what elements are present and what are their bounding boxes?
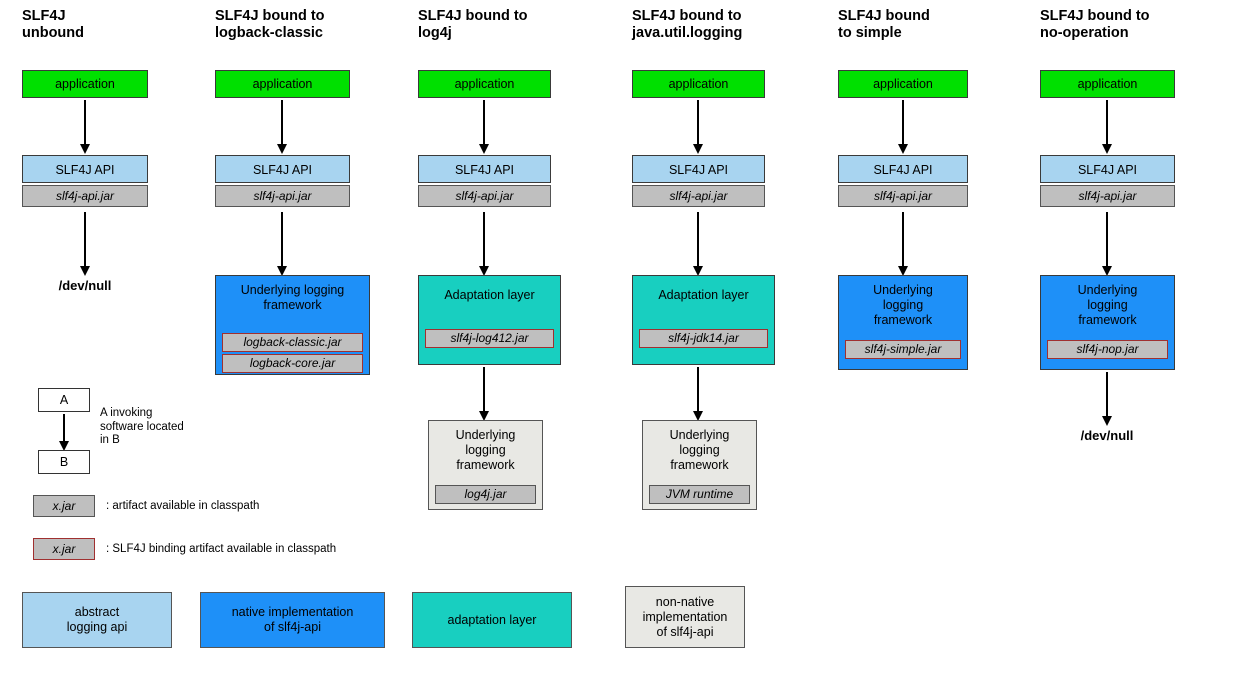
jar-label: x.jar [52,541,76,556]
slf4j-api-box [418,155,551,183]
swatch-line: abstract [74,605,120,619]
column-title [215,8,400,42]
slf4j-api-label: SLF4J API [873,163,933,177]
column-title [838,8,1023,42]
jar-label: slf4j-api.jar [669,188,728,203]
application-box [418,70,551,98]
jar-label: slf4j-log412.jar [450,331,529,345]
application-label: application [252,76,313,91]
column-title-line: SLF4J [22,8,66,24]
jar-slf4j-jdk14 [639,329,768,348]
arrow-impl-to-devnull [1106,372,1108,417]
layer-line: framework [1078,313,1137,327]
jar-slf4j-api [22,185,148,207]
slf4j-api-box [22,155,148,183]
arrow-app-to-api [697,100,699,145]
column-title-line: no-operation [1040,25,1129,41]
layer-line: logging [679,443,720,457]
application-box [22,70,148,98]
layer-line: Underlying [1077,283,1138,297]
arrow-adaptation-to-underlying [697,367,699,412]
legend-node-b [38,450,90,474]
application-label: application [873,76,933,91]
arrow-api-to-impl [1106,212,1108,267]
jar-list [429,485,542,510]
slf4j-api-label: SLF4J API [454,163,515,177]
legend-caption-line: in B [100,434,120,446]
swatch-line: implementation [642,609,728,624]
column-title-line: SLF4J bound [838,8,930,24]
column-title [22,8,207,42]
underlying-framework-label [429,421,542,477]
jar-list [643,485,756,510]
arrow-app-to-api [902,100,904,145]
legend-caption-line: software located [100,420,184,433]
slf4j-api-label: SLF4J API [1077,163,1138,177]
swatch-line: adaptation layer [447,612,537,627]
jar-slf4j-nop [1047,340,1168,359]
legend-swatch-abstract-logging-api [22,592,172,648]
column-title-line: SLF4J bound to [418,8,528,24]
legend-binding-caption: : SLF4J binding artifact available in classpath [106,543,337,555]
underlying-framework-box [215,275,370,375]
jar-label: slf4j-api.jar [873,188,933,203]
underlying-framework-box [1040,275,1175,370]
swatch-line: of slf4j-api [264,620,321,634]
application-label: application [668,76,729,91]
legend-swatch-non-native-implementation [625,586,745,648]
legend-swatch-label [643,595,728,640]
arrow-app-to-api [483,100,485,145]
arrow-api-to-devnull [84,212,86,267]
slf4j-api-box [838,155,968,183]
column-title [632,8,817,42]
slf4j-api-label: SLF4J API [668,163,729,177]
underlying-framework-box [838,275,968,370]
legend-jar-sample [33,495,95,517]
underlying-framework-label [1041,276,1174,332]
slf4j-api-box [1040,155,1175,183]
jar-slf4j-simple [845,340,961,359]
legend-swatch-native-implementation [200,592,385,648]
jar-log4j [435,485,536,504]
application-box [215,70,350,98]
jar-label: log4j.jar [464,487,507,501]
application-box [1040,70,1175,98]
underlying-framework-box [642,420,757,510]
underlying-framework-label [839,276,967,332]
legend-node-a [38,388,90,412]
application-label: application [454,76,515,91]
jar-label: x.jar [52,498,76,513]
legend-caption-line: A invoking [100,407,153,419]
jar-label: slf4j-api.jar [455,188,514,203]
slf4j-api-box [632,155,765,183]
jar-slf4j-api [838,185,968,207]
legend-swatch-label [67,605,127,635]
devnull-label: /dev/null [1080,428,1134,443]
layer-line: logging [465,443,506,457]
adaptation-layer-box [632,275,775,365]
jar-label: slf4j-jdk14.jar [668,331,739,345]
legend-swatch-label [232,605,354,635]
swatch-line: non-native [655,594,715,609]
application-label: application [55,76,115,91]
layer-line: Underlying [669,428,730,442]
legend-jar-caption: : artifact available in classpath [106,500,260,512]
jar-logback-classic [222,333,363,352]
arrow-adaptation-to-underlying [483,367,485,412]
column-title-line: unbound [22,25,85,41]
column-title-line: logback-classic [215,25,323,41]
jar-list [216,333,369,379]
column-title [1040,8,1225,42]
adaptation-layer-label: Adaptation layer [658,288,749,302]
column-title-line: to simple [838,25,902,41]
adaptation-layer-label: Adaptation layer [444,288,535,302]
jar-label: logback-classic.jar [243,335,342,349]
layer-line: Underlying logging [240,283,345,297]
legend-binding-sample [33,538,95,560]
layer-line: framework [873,313,933,327]
jar-label: slf4j-api.jar [1078,188,1137,203]
adaptation-layer-box [418,275,561,365]
layer-line: logging [1087,298,1128,312]
layer-line: framework [263,298,322,312]
jar-slf4j-api [418,185,551,207]
layer-line: framework [456,458,515,472]
arrow-app-to-api [84,100,86,145]
swatch-line: logging api [66,620,128,634]
column-title-line: SLF4J bound to [1040,8,1150,24]
jar-slf4j-api [632,185,765,207]
jar-slf4j-api [215,185,350,207]
column-title-line: SLF4J bound to [632,8,742,24]
layer-line: logging [882,298,924,312]
slf4j-api-box [215,155,350,183]
layer-line: framework [670,458,729,472]
legend-swatch-adaptation-layer [412,592,572,648]
jar-list [839,340,967,365]
slf4j-api-label: SLF4J API [55,163,115,177]
layer-line: Underlying [873,283,933,297]
swatch-line: native implementation [231,605,354,619]
application-box [632,70,765,98]
legend-arrow [63,414,65,442]
legend-swatch-label [448,613,537,628]
jar-list [419,329,560,354]
jar-label: logback-core.jar [249,356,336,370]
arrow-app-to-api [1106,100,1108,145]
underlying-framework-label [216,276,369,317]
jar-jvm-runtime [649,485,750,504]
legend-arrow-caption [100,407,230,448]
underlying-framework-label [643,421,756,477]
legend-node-a-label: A [59,393,69,407]
column-title-line: SLF4J bound to [215,8,325,24]
slf4j-api-label: SLF4J API [252,163,313,177]
layer-line: Underlying [455,428,516,442]
arrow-api-to-adaptation [483,212,485,267]
jar-label: slf4j-api.jar [55,188,115,203]
legend-node-b-label: B [59,455,69,469]
jar-label: slf4j-api.jar [253,188,312,203]
jar-logback-core [222,354,363,373]
application-box [838,70,968,98]
swatch-line: of slf4j-api [656,624,714,639]
jar-label: slf4j-nop.jar [1076,342,1139,356]
jar-slf4j-log4j [425,329,554,348]
column-title-line: java.util.logging [632,25,743,41]
underlying-framework-box [428,420,543,510]
devnull-label: /dev/null [58,278,112,293]
column-title [418,8,603,42]
jar-list [633,329,774,354]
arrow-api-to-impl [902,212,904,267]
jar-label: JVM runtime [665,487,734,501]
arrow-app-to-api [281,100,283,145]
jar-list [1041,340,1174,365]
arrow-api-to-impl [281,212,283,267]
arrow-api-to-adaptation [697,212,699,267]
jar-slf4j-api [1040,185,1175,207]
column-title-line: log4j [418,25,452,41]
jar-label: slf4j-simple.jar [864,342,942,356]
application-label: application [1077,76,1138,91]
